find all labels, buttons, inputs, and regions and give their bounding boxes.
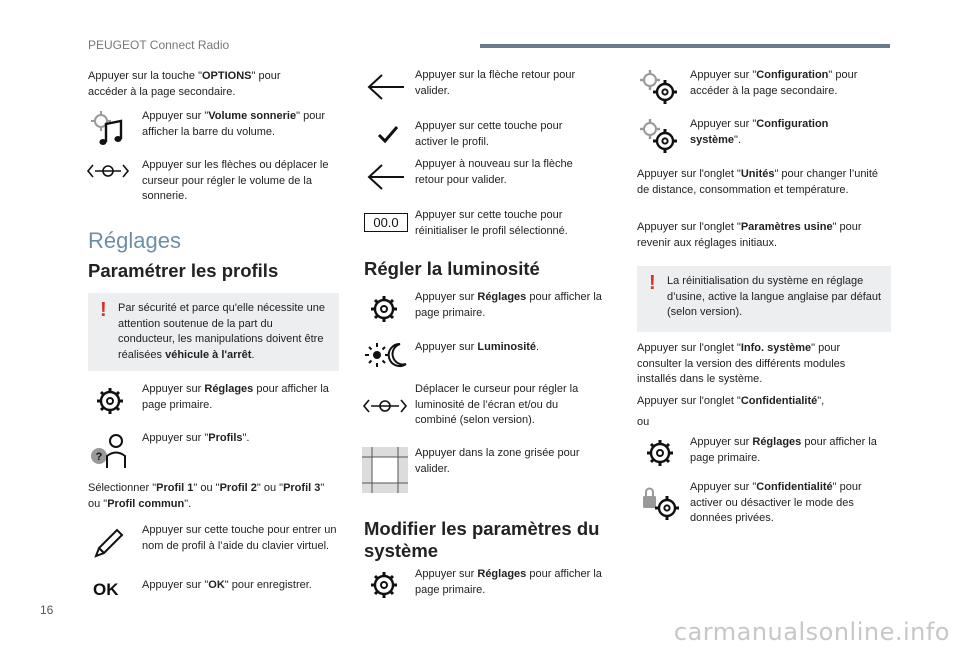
lum-settings-text: Appuyer sur Réglages pour afficher la page primaire.	[415, 291, 602, 319]
settings-text: Appuyer sur Réglages pour afficher la page primaire.	[142, 383, 329, 411]
profiles-text: Appuyer sur "Profils".	[142, 432, 250, 444]
check-text: Appuyer sur cette touche pour activer le profil.	[415, 120, 563, 148]
profile-user-icon	[88, 432, 128, 470]
configuration-icon	[638, 68, 680, 106]
ok-icon: OK	[93, 580, 119, 599]
slider-text: Déplacer le curseur pour régler la luminosité de l’écran et/ou du combiné (selon version).	[415, 383, 579, 426]
volume-arrows-text: Appuyer sur les flèches ou déplacer le curseur pour régler le volume de la sonnerie.	[142, 159, 329, 202]
reset-icon: 00.0	[364, 213, 408, 232]
volume-text: Appuyer sur "Volume sonnerie" pour afficher la barre du volume.	[142, 110, 326, 138]
warning-box-reset	[637, 266, 891, 332]
configuration-text: Appuyer sur "Configuration" pour accéder à la page secondaire.	[690, 69, 858, 97]
watermark: carmanualsonline.info	[673, 618, 950, 646]
select-profile-text: Sélectionner "Profil 1" ou "Profil 2" ou "Profil 3" ou "Profil commun".	[88, 482, 325, 510]
back-arrow-text-1: Appuyer sur la flèche retour pour valider.	[415, 69, 576, 97]
pencil-text: Appuyer sur cette touche pour entrer un nom de profil à l’aide du clavier virtuel.	[142, 524, 337, 552]
grey-zone-text: Appuyer dans la zone grisée pour valider.	[415, 447, 580, 475]
brightness-icon	[362, 340, 408, 370]
slider-arrows-icon	[86, 160, 130, 182]
heading-luminosite: Régler la luminosité	[364, 258, 540, 279]
ok-text: Appuyer sur "OK" pour enregistrer.	[142, 579, 312, 591]
settings-gear-icon	[95, 386, 125, 416]
grey-zone-icon	[362, 447, 408, 493]
settings-gear-icon-2	[369, 294, 399, 324]
section-title-reglages: Réglages	[88, 228, 181, 253]
or-text: ou	[637, 416, 650, 428]
settings-gear-icon-3	[369, 570, 399, 600]
warning-icon: !	[100, 299, 107, 321]
intro-text: Appuyer sur la touche "OPTIONS" pour accéder à la page secondaire.	[88, 70, 281, 98]
privacy-lock-icon	[640, 484, 682, 522]
configuration-system-text: Appuyer sur "Configuration système".	[690, 118, 829, 146]
back-arrow-icon	[366, 72, 406, 102]
settings-gear-icon-4	[645, 438, 675, 468]
sys-settings-text: Appuyer sur Réglages pour afficher la page primaire.	[415, 568, 602, 596]
factory-settings-text: Appuyer sur l'onglet "Paramètres usine" pour revenir aux réglages initiaux.	[637, 221, 862, 249]
configuration-system-icon	[638, 117, 680, 155]
units-text: Appuyer sur l'onglet "Unités" pour changer l’unité de distance, consommation et température.	[637, 168, 879, 196]
heading-parametres-systeme: Modifier les paramètres du système	[364, 518, 600, 561]
warning-box-safety	[88, 293, 339, 371]
warning-icon-2: !	[649, 272, 656, 294]
page-number: 16	[40, 603, 54, 617]
document-header-title: PEUGEOT Connect Radio	[88, 38, 230, 52]
checkmark-icon	[376, 124, 400, 144]
back-arrow-icon-2	[366, 162, 406, 192]
svg-text:?: ?	[95, 451, 103, 463]
luminosite-text: Appuyer sur Luminosité.	[415, 341, 540, 353]
header-bar	[480, 44, 890, 48]
privacy-text: Appuyer sur "Confidentialité" pour activer ou désactiver le mode des données privées.	[690, 481, 862, 524]
reset-text: Appuyer sur cette touche pour réinitialiser le profil sélectionné.	[415, 209, 568, 237]
warning-reset-text: La réinitialisation du système en réglage d’usine, active la langue anglaise par défaut (selon version).	[667, 275, 882, 318]
privacy-settings-text: Appuyer sur Réglages pour afficher la page primaire.	[690, 436, 877, 464]
privacy-tab-text: Appuyer sur l'onglet "Confidentialité",	[637, 395, 825, 407]
back-arrow-text-2: Appuyer à nouveau sur la flèche retour pour valider.	[415, 158, 573, 186]
slider-arrows-icon-2	[362, 395, 408, 417]
system-info-text: Appuyer sur l'onglet "Info. système" pour consulter la version des différents modules installés dans le système.	[637, 342, 846, 385]
volume-ringtone-icon	[88, 108, 128, 148]
warning-text: Par sécurité et parce qu'elle nécessite une attention soutenue de la part du conducteur, les manipulations doivent être réalisées véhicule à l'arrêt.	[118, 302, 325, 361]
pencil-edit-icon	[92, 526, 126, 560]
heading-parametrer-profils: Paramétrer les profils	[88, 260, 279, 281]
